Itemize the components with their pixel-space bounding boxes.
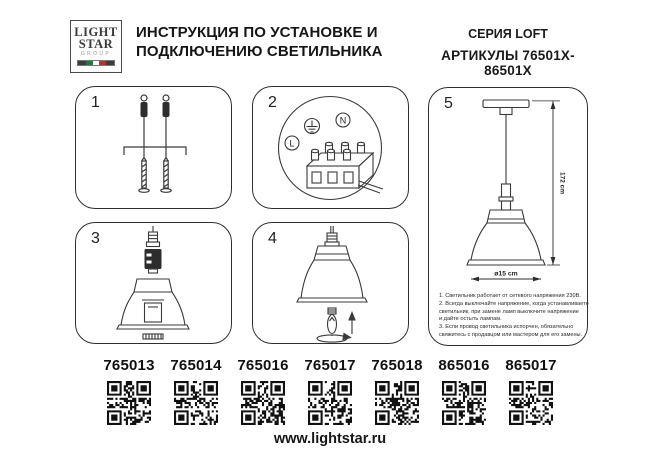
articles-range-label: АРТИКУЛЫ 76501X-86501X — [441, 48, 575, 78]
safety-notes — [439, 293, 589, 340]
step-5-number: 5 — [444, 95, 453, 112]
website-url: www.lightstar.ru — [273, 431, 387, 447]
page-title-line1: ИНСТРУКЦИЯ ПО УСТАНОВКЕ И — [136, 24, 378, 41]
step-1-panel — [75, 86, 232, 209]
step-5-panel — [428, 87, 588, 346]
step-3-panel — [75, 222, 232, 344]
step-3-number: 3 — [91, 230, 100, 247]
lightstar-logo — [70, 20, 122, 73]
qr-code — [241, 381, 285, 425]
qr-code — [107, 381, 151, 425]
article-column — [505, 357, 557, 425]
article-number: 765017 — [304, 357, 356, 374]
bulb-icon — [328, 308, 337, 336]
logo-word-light: LIGHT — [74, 25, 118, 40]
step-2-number: 2 — [268, 94, 277, 111]
qr-code — [308, 381, 352, 425]
note-line: 2. Всегда выключайте напряжение, когда устанавливаете — [439, 300, 589, 307]
article-number: 865016 — [438, 357, 490, 374]
step-3-socket-illustration — [76, 223, 231, 343]
note-line: светильник, при замене ламп выключите напряжение — [439, 308, 579, 315]
page-title — [136, 24, 383, 61]
qr-code — [375, 381, 419, 425]
logo-flag-stripe — [77, 60, 115, 66]
diameter-dimension — [471, 271, 541, 282]
article-column — [438, 357, 490, 425]
arrow-up-icon — [349, 313, 355, 335]
qr-code — [174, 381, 218, 425]
article-column — [170, 357, 222, 425]
step-2-wiring-illustration — [253, 87, 408, 208]
article-column — [371, 357, 423, 425]
series-block — [424, 27, 592, 78]
note-line: и дайте остыть лампам. — [439, 316, 502, 323]
article-number: 765016 — [237, 357, 289, 374]
article-number: 765014 — [170, 357, 222, 374]
note-line: 3. Если провод светильника испорчен, обязательно — [439, 324, 574, 331]
neutral-terminal-icon — [336, 113, 350, 127]
line-terminal-icon — [285, 136, 299, 150]
article-column — [237, 357, 289, 425]
note-line: 1. Светильник работает от сетевого напряжения 230В. — [439, 293, 581, 299]
step-4-panel — [252, 222, 409, 344]
articles-row — [0, 357, 660, 425]
earth-icon — [305, 119, 320, 134]
series-label: СЕРИЯ LOFT — [468, 27, 548, 41]
step-1-hardware-illustration — [76, 87, 231, 208]
rotate-arrow-icon — [317, 334, 351, 343]
step-1-number: 1 — [91, 94, 100, 111]
step-4-bulb-illustration — [253, 223, 408, 343]
article-number: 765018 — [371, 357, 423, 374]
qr-code — [509, 381, 553, 425]
diameter-dimension-label: ø15 cm — [494, 270, 518, 278]
article-number: 765013 — [103, 357, 155, 374]
line-label: L — [289, 138, 295, 149]
article-number: 865017 — [505, 357, 557, 374]
page-title-line2: ПОДКЛЮЧЕНИЮ СВЕТИЛЬНИКА — [136, 42, 383, 60]
note-line: свяжитесь с продавцом или мастером для его замены. — [439, 331, 583, 338]
logo-word-star: STAR — [78, 36, 114, 51]
article-column — [304, 357, 356, 425]
logo-word-group: GROUP — [80, 51, 112, 58]
neutral-label: N — [339, 115, 347, 126]
step-4-number: 4 — [268, 230, 277, 247]
height-dimension — [532, 101, 566, 265]
article-column — [103, 357, 155, 425]
step-2-panel — [252, 86, 409, 209]
height-dimension-label: 172 cm — [558, 171, 566, 195]
qr-code — [442, 381, 486, 425]
